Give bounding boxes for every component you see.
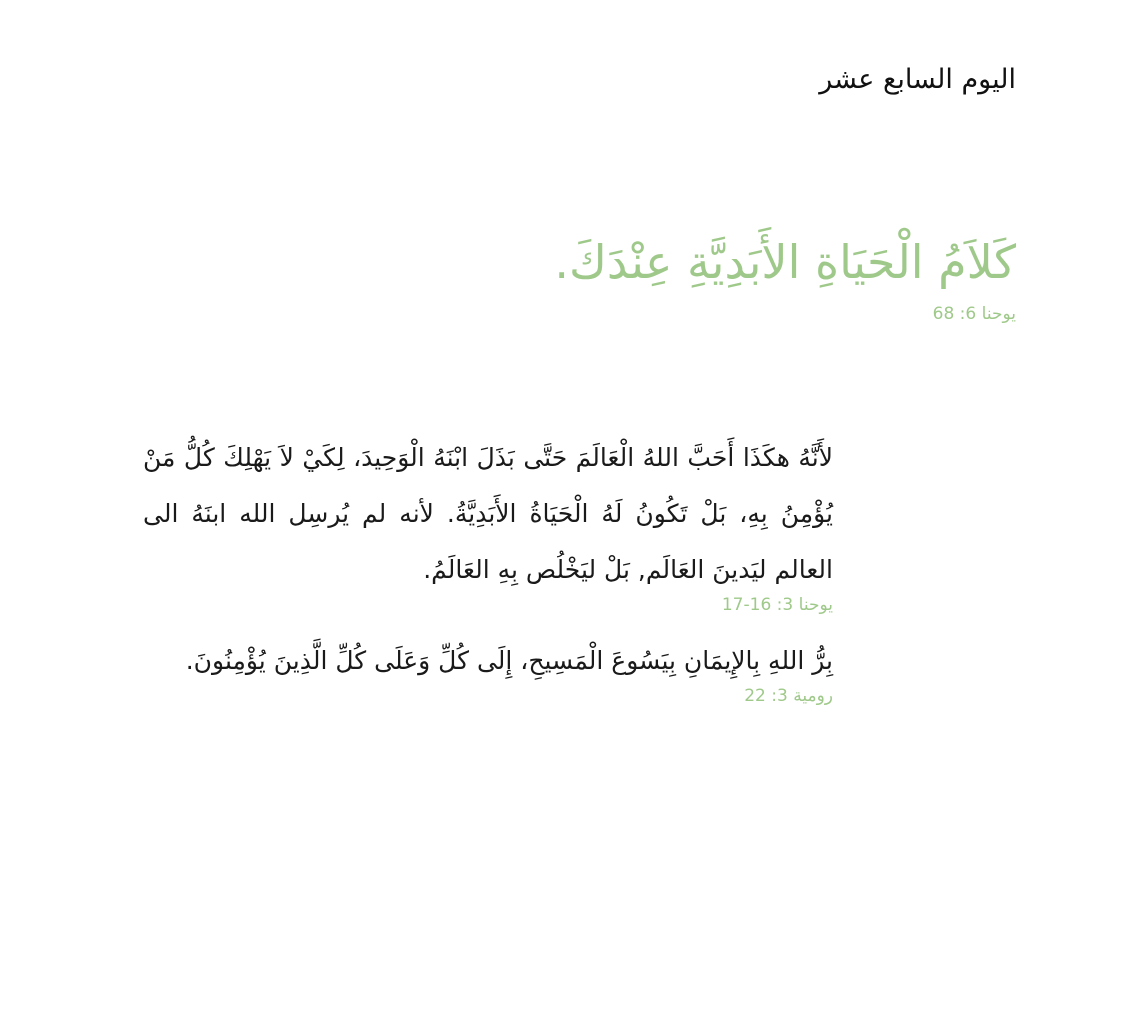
day-title: اليوم السابع عشر <box>819 64 1016 95</box>
verse-reference: يوحنا 3: 16-17 <box>721 595 833 615</box>
verse-reference: رومية 3: 22 <box>744 686 833 706</box>
headline-block <box>316 222 1016 326</box>
verse-text: لأَنَّهُ هكَذَا أَحَبَّ اللهُ الْعَالَمَ حَتَّى بَذَلَ ابْنَهُ الْوَحِيدَ، لِكَيْ لاَ يَهْلِكَ كُلُّ مَنْ يُؤْمِنُ بِهِ، بَلْ تَكُونُ لَهُ الْحَيَاةُ الأَبَدِيَّةُ. لأنه لم يُرسِل الله ابنَهُ الى العالم ليَدينَ العَالَم, بَلْ ليَخْلُص بِهِ العَالَمُ. <box>143 443 833 584</box>
verse-text: بِرُّ اللهِ بِالإِيمَانِ بِيَسُوعَ الْمَسِيحِ، إِلَى كُلِّ وَعَلَى كُلِّ الَّذِينَ يُؤْمِنُونَ. <box>185 646 833 675</box>
headline-reference: يوحنا 6: 68 <box>932 304 1016 324</box>
verse-block-1 <box>143 430 833 616</box>
verse-block-2 <box>143 633 833 707</box>
headline-verse: كَلاَمُ الْحَيَاةِ الأَبَدِيَّةِ عِنْدَكَ. <box>554 235 1016 289</box>
